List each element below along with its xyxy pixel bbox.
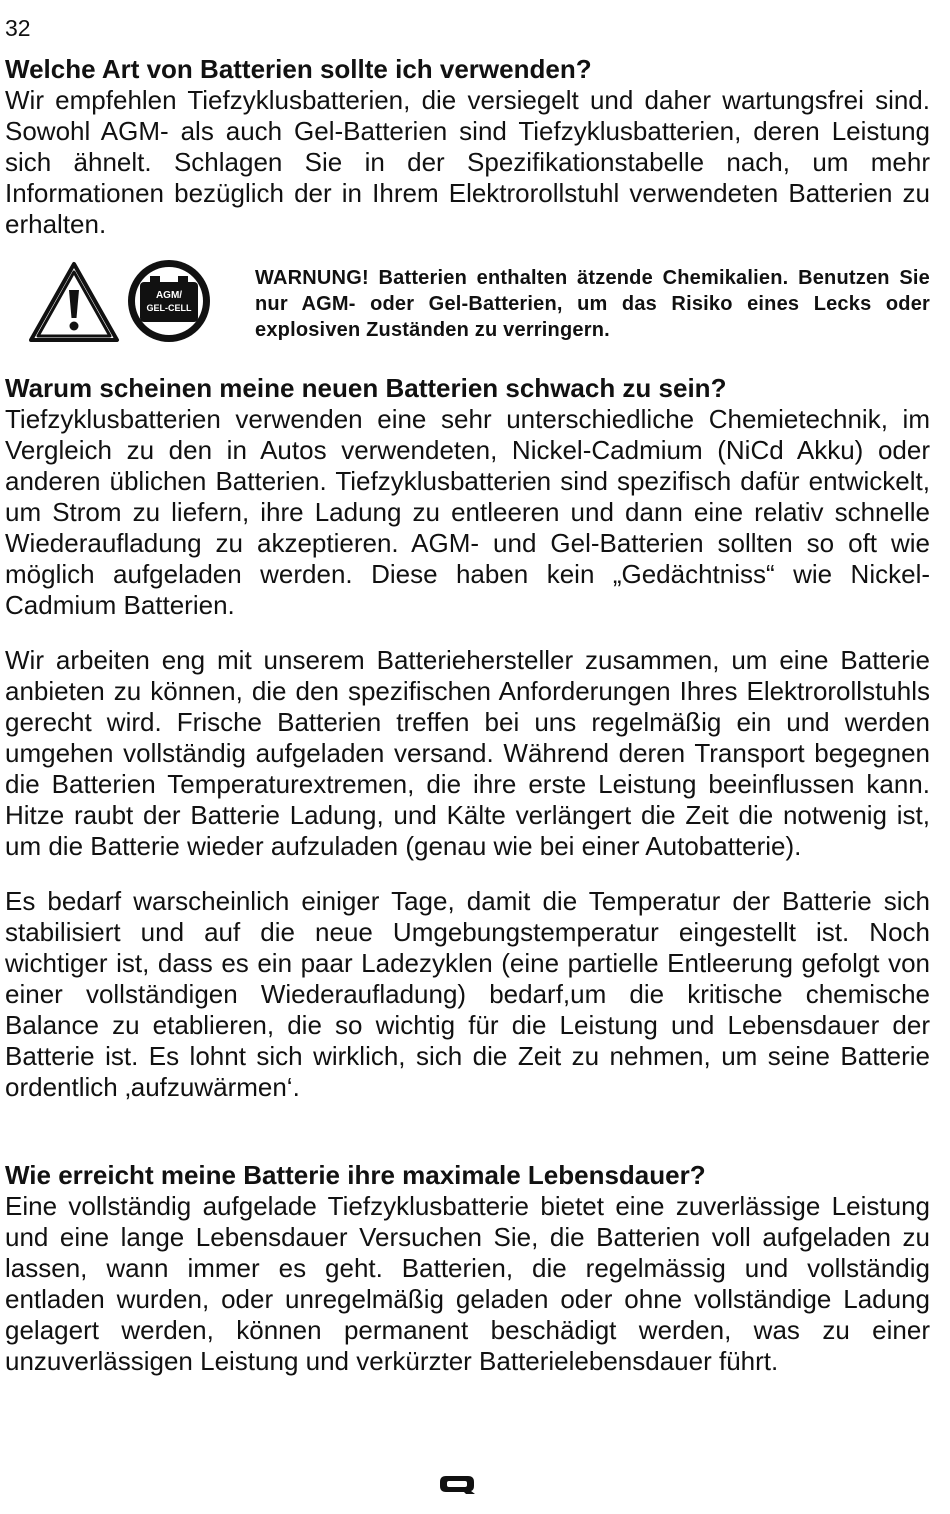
section-weak-batteries: [5, 373, 930, 1103]
section-heading: Warum scheinen meine neuen Batterien schwach zu sein?: [5, 373, 727, 403]
paragraph: Wir empfehlen Tiefzyklusbatterien, die versiegelt und daher wartungsfrei sind. Sowohl AGM- als auch Gel-Batterien sind Tiefzyklusbatterien, deren Leistung sich ähnelt. Schlagen Sie in der Spezifikationstabelle nach, um mehr Informationen bezüglich der in Ihrem Elektrorollstuhl verwendeten Batterien zu erhalten.: [5, 85, 930, 239]
section-battery-type: [5, 54, 930, 240]
section-battery-lifetime: [5, 1160, 930, 1377]
paragraph: Es bedarf warscheinlich einiger Tage, damit die Temperatur der Batterie sich stabilisiert und auf die neue Umgebungstemperatur eingestellt ist. Noch wichtiger ist, dass es ein paar Ladezyklen (eine partielle Entleerung gefolgt von einer vollständigen Wiederaufladung) bedarf,um die kritische chemische Balance zu etablieren, die so wichtig für die Leistung und Lebensdauer der Batterie ist. Es lohnt sich wirklich, sich die Zeit zu nehmen, um seine Batterie ordentlich ‚aufzuwärmen‘.: [5, 886, 930, 1102]
battery-icon-line2: GEL-CELL: [146, 303, 192, 313]
section-heading: Wie erreicht meine Batterie ihre maximale Lebensdauer?: [5, 1160, 706, 1190]
brand-q-logo-icon: [437, 1473, 477, 1495]
battery-icon-line1: AGM/: [155, 290, 183, 301]
page-number: 32: [5, 15, 31, 41]
section-heading: Welche Art von Batterien sollte ich verwenden?: [5, 54, 592, 84]
paragraph: Eine vollständig aufgelade Tiefzyklusbatterie bietet eine zuverlässige Leistung und eine lange Lebensdauer Versuchen Sie, die Batterien voll aufgeladen zu lassen, wann immer es geht. Batterien, die regelmässig und vollständig entladen wurden, oder unregelmäßig geladen oder ohne vollständige Ladung gelagert werden, können permanent beschädigt werden, was zu einer unzuverlässigen Leistung und verkürzter Batterielebensdauer führt.: [5, 1191, 930, 1376]
agm-gel-battery-icon: [126, 258, 212, 344]
warning-triangle-icon: [27, 260, 121, 344]
paragraph: Wir arbeiten eng mit unserem Batteriehersteller zusammen, um eine Batterie anbieten zu können, die den spezifischen Anforderungen Ihres Elektrorollstuhls gerecht wird. Frische Batterien treffen bei uns regelmäßig ein und werden umgehen vollständig aufgeladen versand. Während deren Transport begegnen die Batterien Temperaturextremen, die ihre erste Leistung beeinflussen kann. Hitze raubt der Batterie Ladung, und Kälte verlängert die Zeit die notwenig ist, um die Batterie wieder aufzuladen (genau wie bei einer Autobatterie).: [5, 645, 930, 861]
warning-text: WARNUNG! Batterien enthalten ätzende Chemikalien. Benutzen Sie nur AGM- oder Gel-Batterien, um das Risiko eines Lecks oder explosiven Zuständen zu verringern.: [255, 267, 930, 341]
paragraph: Tiefzyklusbatterien verwenden eine sehr unterschiedliche Chemietechnik, im Vergleich zu den in Autos verwendeten, Nickel-Cadmium (NiCd Akku) oder anderen üblichen Batterien. Tiefzyklusbatterien sind spezifisch dafür entwickelt, um Strom zu liefern, ihre Ladung zu entleeren und dann eine relativ schnelle Wiederaufladung zu akzeptieren. AGM- und Gel-Batterien sollten so oft wie möglich aufgeladen werden. Diese haben kein „Gedächtniss“ wie Nickel-Cadmium Batterien.: [5, 404, 930, 620]
